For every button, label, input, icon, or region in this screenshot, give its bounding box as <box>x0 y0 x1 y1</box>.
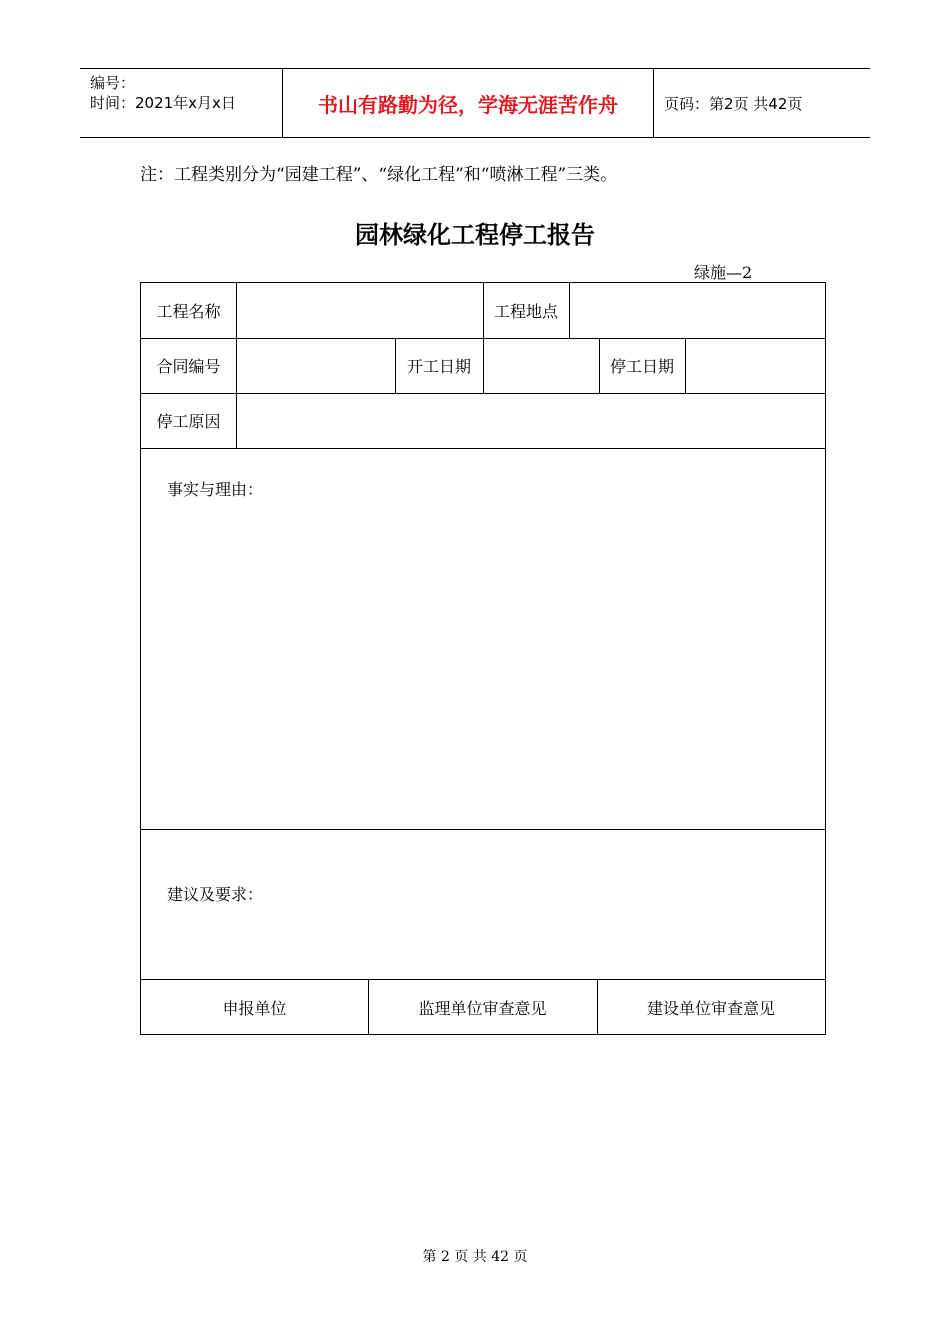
document-title: 园林绿化工程停工报告 <box>355 221 595 249</box>
project-name-field[interactable] <box>237 283 483 338</box>
header-motto: 书山有路勤为径，学海无涯苦作舟 <box>282 69 654 137</box>
start-date-label: 开工日期 <box>406 357 471 376</box>
form-code: 绿施—2 <box>694 263 753 282</box>
stop-work-form <box>140 282 826 1035</box>
page-footer: 第 2 页 共 42 页 <box>422 1249 528 1265</box>
stop-reason-label: 停工原因 <box>156 412 221 431</box>
stop-date-field[interactable] <box>686 338 825 393</box>
suggestions-label: 建议及要求： <box>167 884 264 904</box>
contract-number-label: 合同编号 <box>156 357 221 376</box>
project-name-label: 工程名称 <box>156 302 221 321</box>
stop-reason-field[interactable] <box>237 393 825 448</box>
row-divider <box>141 448 825 449</box>
category-note: 注：工程类别分为“园建工程”、“绿化工程”和“喷淋工程”三类。 <box>140 165 618 185</box>
owner-opinion-label: 建设单位审查意见 <box>646 998 775 1018</box>
row-divider <box>141 829 825 830</box>
start-date-field[interactable] <box>484 338 599 393</box>
facts-label: 事实与理由： <box>167 479 264 499</box>
supervisor-opinion-label: 监理单位审查意见 <box>418 998 547 1018</box>
project-location-label: 工程地点 <box>493 302 558 321</box>
header-meta <box>80 69 282 137</box>
project-location-field[interactable] <box>570 283 825 338</box>
facts-field[interactable] <box>141 508 825 828</box>
page-header <box>80 68 870 138</box>
time-label: 时间：2021年x月x日 <box>90 94 236 112</box>
suggestions-field[interactable] <box>141 908 825 978</box>
header-page-info: 页码：第2页 共42页 <box>664 94 803 113</box>
number-label: 编号： <box>90 74 136 92</box>
reporting-unit-label: 申报单位 <box>222 998 287 1018</box>
stop-date-label: 停工日期 <box>609 357 674 376</box>
contract-number-field[interactable] <box>237 338 395 393</box>
